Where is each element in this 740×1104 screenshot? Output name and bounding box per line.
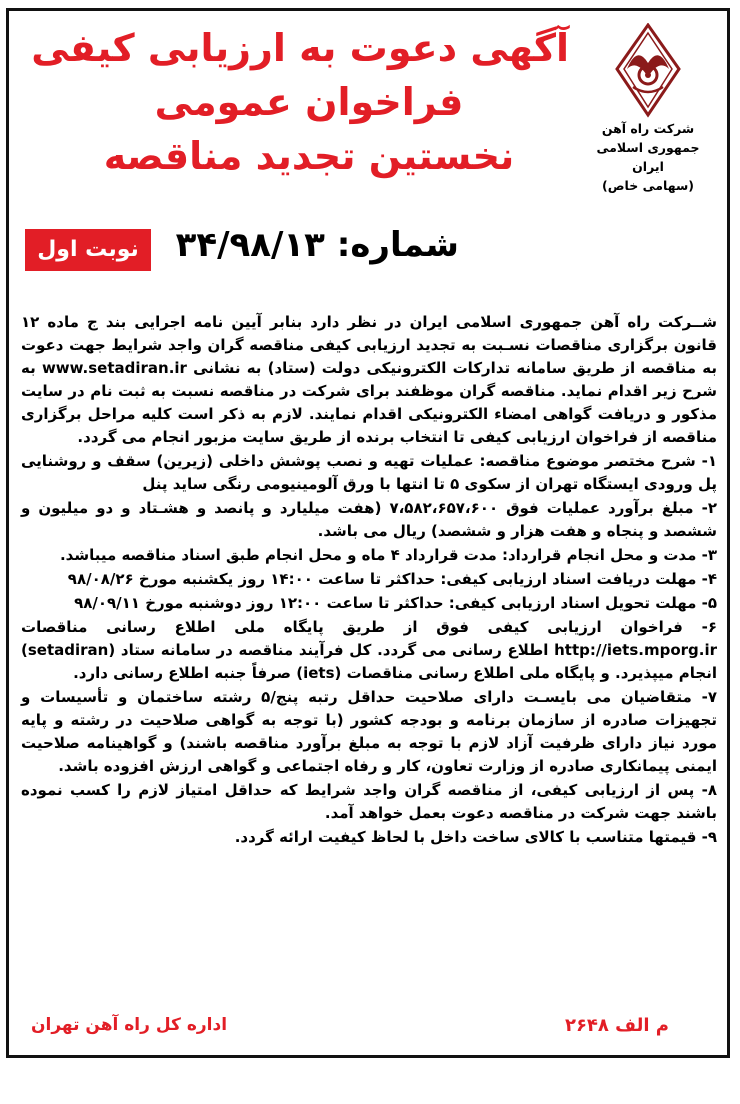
- title-line-3: نخستین تجدید مناقصه: [103, 134, 515, 178]
- notice-frame: [6, 8, 730, 1058]
- item-8: ۸- پس از ارزیابی کیفی، از مناقصه گران واجد شرایط که حداقل امتیاز لازم را کسب نموده باشند جهت شرکت در مناقصه دعوت بعمل خواهد آمد.: [21, 781, 717, 822]
- ad-code: م الف ۲۶۴۸: [564, 1015, 669, 1036]
- title-line-1: آگهی دعوت به ارزیابی کیفی: [31, 26, 569, 70]
- logo-text-line1: شرکت راه آهن: [601, 121, 695, 136]
- issuer-signature: اداره کل راه آهن تهران: [31, 1015, 228, 1035]
- item-1: ۱- شرح مختصر موضوع مناقصه: عملیات تهیه و نصب پوشش داخلی (زیرین) سقف و روشنایی پل ورودی ایستگاه تهران از سکوی ۵ تا انتها با ورق آلومینیومی رنگی ساید پنل: [21, 452, 717, 493]
- company-logo: [583, 23, 713, 195]
- item-6: ۶- فراخوان ارزیابی کیفی فوق از طریق پایگاه ملی اطلاع رسانی مناقصات http://iets.mporg.ir اطلاع رسانی می گردد. کل فرآیند مناقصه در سامانه ستاد (setadiran) انجام میپذیرد. و پایگاه ملی اطلاع رسانی مناقصات (iets) صرفاً جنبه اطلاع رسانی دارد.: [21, 618, 717, 682]
- intro-paragraph: شــرکت راه آهن جمهوری اسلامی ایران در نظر دارد بنابر آیین نامه اجرایی بند ج ماده ۱۲ قانون برگزاری مناقصات نسـبت به تجدید ارزیابی کیفی مناقصه گران واجد شرایط جهت دعوت به مناقصه از طریق سامانه تدارکات الکترونیکی دولت (ستاد) به نشانی www.setadiran.ir به شرح زیر اقدام نماید. مناقصه گران موظفند برای شرکت در مناقصه نسبت به ثبت نام در سایت مذکور و دریافت گواهی امضاء الکترونیکی اقدام نمایند. لازم به ذکر است کلیه مراحل برگزاری مناقصه از فراخوان ارزیابی کیفی تا انتخاب برنده از طریق سایت مزبور انجام می گردد.: [21, 313, 718, 446]
- title-block: [31, 21, 569, 183]
- item-9: ۹- قیمتها متناسب با کالای ساخت داخل با لحاظ کیفیت ارائه گردد.: [234, 828, 717, 846]
- publication-round-badge: نوبت اول: [25, 229, 151, 271]
- item-7: ۷- متقاضیان می بایسـت دارای صلاحیت حداقل رتبه پنج/۵ رشته ساختمان و تأسیسات و تجهیزات صادره از سازمان برنامه و بودجه کشور (با توجه به گواهی صلاحیت در رشته و پایه مورد نیاز دارای ظرفیت آزاد لازم با توجه به مبلغ برآورد مناقصه باشند) و گواهینامه صلاحیت ایمنی پیمانکاری صادره از وزارت تعاون، کار و رفاه اجتماعی و گواهی ارزش افزوده باشد.: [21, 688, 717, 775]
- notice-number: شماره: ۳۴/۹۸/۱۳: [175, 225, 459, 265]
- item-2: ۲- مبلغ برآورد عملیات فوق ۷،۵۸۲،۶۵۷،۶۰۰ (هفت میلیارد و پانصد و هشـتاد و دو میلیون و ششصد و پنجاه و هفت هزار و ششصد) ریال می باشد.: [21, 499, 717, 540]
- item-4: ۴- مهلت دریافت اسناد ارزیابی کیفی: حداکثر تا ساعت ۱۴:۰۰ روز یکشنبه مورخ ۹۸/۰۸/۲۶: [67, 570, 717, 588]
- item-5: ۵- مهلت تحویل اسناد ارزیابی کیفی: حداکثر تا ساعت ۱۲:۰۰ روز دوشنبه مورخ ۹۸/۰۹/۱۱: [74, 594, 717, 612]
- title-line-2: فراخوان عمومی: [154, 80, 464, 124]
- notice-body: [21, 311, 717, 849]
- logo-text-line3: (سهامی خاص): [602, 178, 694, 193]
- logo-text-line2: جمهوری اسلامی ایران: [596, 140, 700, 174]
- railway-emblem-icon: [613, 23, 683, 119]
- item-3: ۳- مدت و محل انجام قرارداد: مدت قرارداد ۴ ماه و محل انجام طبق اسناد مناقصه میباشد.: [59, 546, 717, 564]
